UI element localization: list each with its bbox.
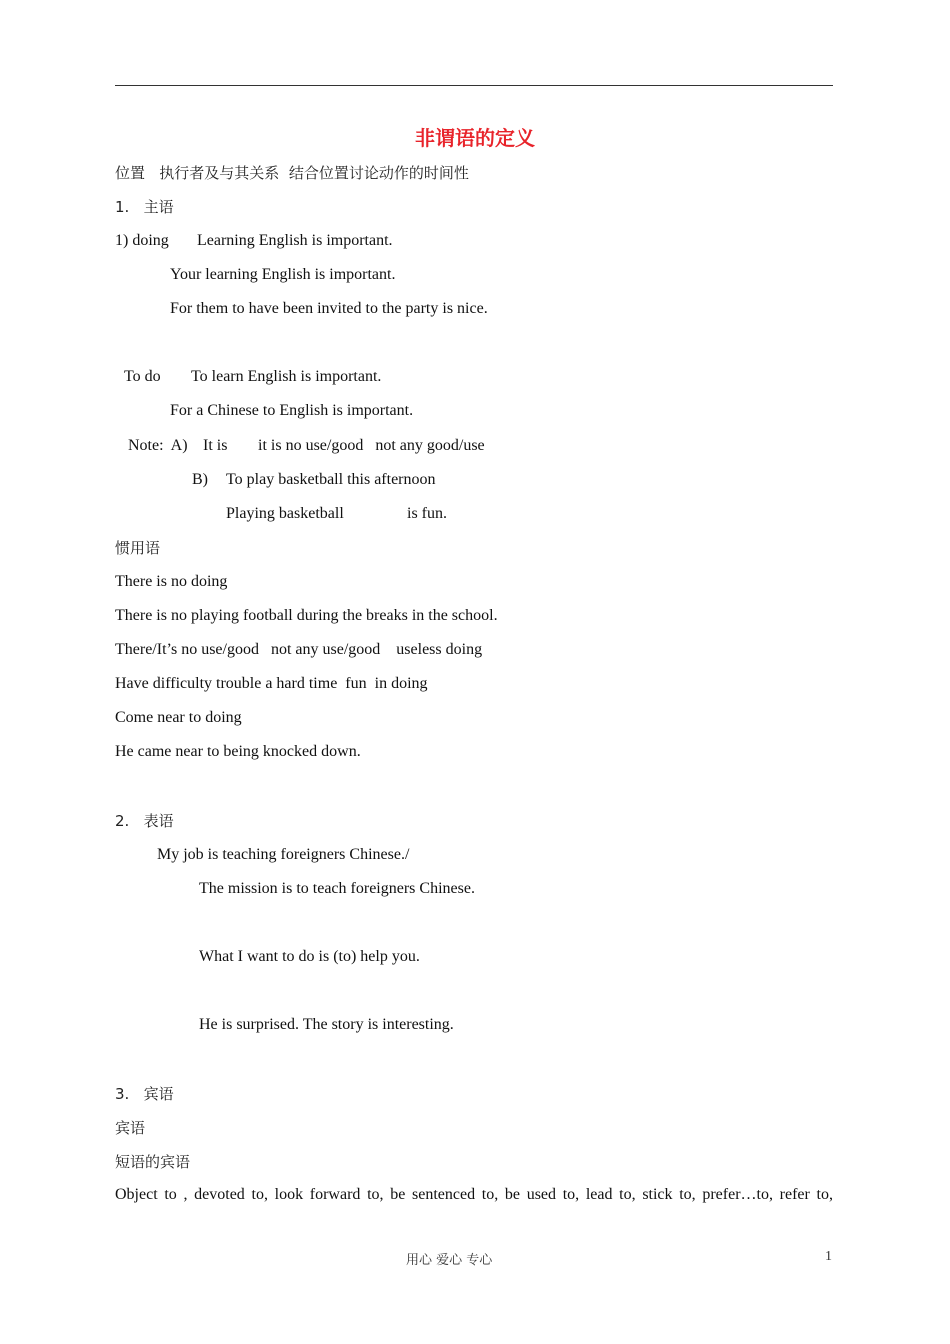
section1-heading: 1. 主语 [115, 198, 174, 216]
idioms-heading: 惯用语 [115, 539, 161, 557]
note-label: Note: A) [128, 437, 188, 454]
section2-heading: 2. 表语 [115, 812, 174, 830]
phrase-object-subheading: 短语的宾语 [115, 1153, 191, 1171]
idiom-line-4: Have difficulty trouble a hard time fun in doing [115, 675, 428, 692]
doing-example-1: Learning English is important. [197, 232, 393, 249]
note-b-label: B) [192, 471, 208, 488]
page-number: 1 [825, 1249, 832, 1264]
intro-line: 位置 执行者及与其关系 结合位置讨论动作的时间性 [115, 164, 469, 182]
predicative-example-1: My job is teaching foreigners Chinese./ [157, 846, 410, 863]
todo-example-2: For a Chinese to English is important. [170, 402, 414, 419]
phrase-list: Object to , devoted to, look forward to, be sentenced to, be used to, lead to, stick to, prefer…to, refer to, [115, 1186, 833, 1203]
todo-label: To do [124, 368, 161, 385]
note-b-line1: To play basketball this afternoon [226, 471, 436, 488]
doing-label: 1) doing [115, 232, 169, 249]
predicative-example-4: He is surprised. The story is interesting. [199, 1016, 454, 1033]
note-b-line2-subject: Playing basketball [226, 505, 344, 522]
idiom-line-2: There is no playing football during the breaks in the school. [115, 607, 498, 624]
footer-motto: 用心 爱心 专心 [406, 1253, 493, 1268]
note-b-line2-predicate: is fun. [407, 505, 447, 522]
idiom-line-3: There/It’s no use/good not any use/good useless doing [115, 641, 483, 658]
idiom-line-6: He came near to being knocked down. [115, 743, 361, 760]
doing-example-3: For them to have been invited to the party is nice. [170, 300, 488, 317]
doing-example-2: Your learning English is important. [170, 266, 396, 283]
object-subheading: 宾语 [115, 1119, 146, 1137]
note-a-rest: it is no use/good not any good/use [258, 437, 485, 454]
section3-heading: 3. 宾语 [115, 1085, 174, 1103]
note-a-it: It is [203, 437, 228, 454]
document-title: 非谓语的定义 [415, 126, 535, 150]
header-rule [115, 85, 833, 86]
idiom-line-5: Come near to doing [115, 709, 242, 726]
predicative-example-2: The mission is to teach foreigners Chinese. [199, 880, 475, 897]
predicative-example-3: What I want to do is (to) help you. [199, 948, 420, 965]
todo-example-1: To learn English is important. [191, 368, 382, 385]
idiom-line-1: There is no doing [115, 573, 228, 590]
